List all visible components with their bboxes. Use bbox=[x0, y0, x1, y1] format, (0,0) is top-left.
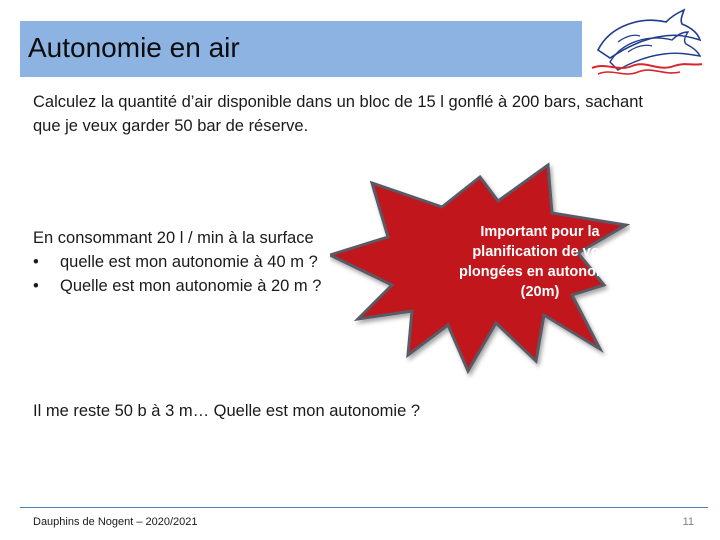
callout-text: Important pour la planification de vos plongées en autonomie (20m) bbox=[459, 224, 621, 300]
intro-paragraph: Calculez la quantité d’air disponible dans un bloc de 15 l gonflé à 200 bars, sachant que je veux garder 50 bar de réserve. bbox=[33, 93, 643, 135]
page-number: 11 bbox=[682, 516, 694, 528]
bullet-text: quelle est mon autonomie à 40 m ? bbox=[60, 253, 318, 271]
footer-divider bbox=[20, 507, 708, 508]
bullet-text: Quelle est mon autonomie à 20 m ? bbox=[60, 277, 322, 295]
bullet-marker: • bbox=[33, 253, 39, 271]
slide-title: Autonomie en air bbox=[28, 32, 240, 63]
footer-text: Dauphins de Nogent – 2020/2021 bbox=[33, 516, 198, 528]
question-text: En consommant 20 l / min à la surface bbox=[33, 229, 314, 247]
closing-question: Il me reste 50 b à 3 m… Quelle est mon autonomie ? bbox=[33, 402, 421, 420]
dolphins-logo-icon bbox=[588, 6, 706, 78]
bullet-marker: • bbox=[33, 277, 39, 295]
